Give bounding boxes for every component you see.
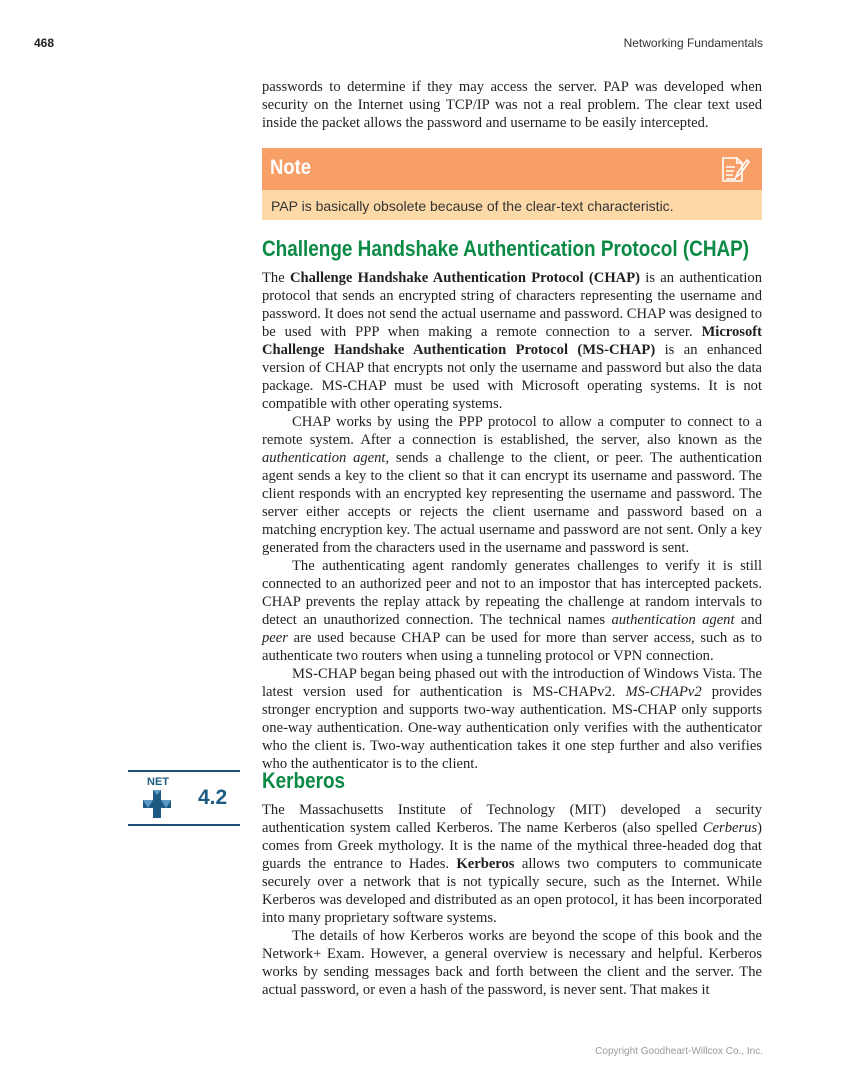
copyright: Copyright Goodheart-Willcox Co., Inc. xyxy=(595,1046,763,1057)
italic-term: Cerberus xyxy=(702,820,758,836)
paragraph xyxy=(262,557,762,665)
text-run: The details of how Kerberos works are beyond the scope of this book and the Network+ Exam. However, a general overview is necessary and helpful. Kerberos works by sending messages back and forth between the client and the server. The actual password, or even a hash of the password, is never sent. That makes it xyxy=(262,928,762,998)
kerberos-section xyxy=(262,768,762,999)
net-objective-badge xyxy=(128,770,240,826)
italic-term: authentication agent xyxy=(611,612,735,628)
text-run: passwords to determine if they may access the server. PAP was developed when security on the Internet using TCP/IP was not a real problem. The clear text used inside the packet allows the password and username to be easily intercepted. xyxy=(262,79,762,131)
paragraph xyxy=(262,801,762,927)
paragraph xyxy=(262,269,762,413)
section-heading-kerberos: Kerberos xyxy=(262,768,346,793)
note-header xyxy=(262,148,762,190)
intro-text xyxy=(262,78,762,132)
paragraph xyxy=(262,665,762,773)
chap-section xyxy=(262,236,762,773)
text-run: The authenticating agent randomly generates challenges to verify it is still connected to an authorized peer and not to an impostor that has intercepted packets. CHAP prevents the replay attack by repeating the challenge at random intervals to detect an unauthorized connection. The technical names xyxy=(262,558,762,628)
italic-term: peer xyxy=(262,630,288,646)
paragraph xyxy=(262,78,762,132)
net-plus-icon xyxy=(143,790,171,818)
italic-term: MS-CHAPv2 xyxy=(625,684,702,700)
bold-term: Challenge Handshake Authentication Protocol (CHAP) xyxy=(289,270,640,286)
text-run: allows two computers to communicate securely over a network that is not typically secure, such as the Internet. While Kerberos was developed and distributed as an open protocol, it has been incorporated into many proprietary software systems. xyxy=(262,856,762,926)
text-run: ) comes from Greek mythology. It is the name of the mythical three-headed dog that guards the entrance to Hades. xyxy=(262,820,762,872)
bold-term: Microsoft Challenge Handshake Authentication Protocol (MS-CHAP) xyxy=(262,324,762,358)
note-pencil-icon xyxy=(720,154,750,184)
text-run: CHAP works by using the PPP protocol to allow a computer to connect to a remote system. After a connection is established, the server, also known as the xyxy=(262,414,762,448)
text-run: MS-CHAP began being phased out with the introduction of Windows Vista. The latest version used for authentication is MS-CHAPv2. xyxy=(262,666,762,700)
paragraph xyxy=(262,413,762,557)
note-box xyxy=(262,148,762,220)
text-run: and xyxy=(734,612,762,628)
net-objective-number: 4.2 xyxy=(198,786,228,809)
text-run: The xyxy=(262,270,290,286)
chap-body xyxy=(262,269,762,773)
section-heading-chap: Challenge Handshake Authentication Protocol (CHAP) xyxy=(262,236,750,261)
italic-term: authentication agent xyxy=(262,450,386,466)
text-run: The Massachusetts Institute of Technology (MIT) developed a security authentication system called Kerberos. The name Kerberos (also spelled xyxy=(262,802,762,836)
net-label: NET xyxy=(147,776,169,788)
text-run: provides stronger encryption and supports two-way authentication. MS-CHAP only supports one-way authentication. One-way authentication only verifies with the authenticator who the client is. Two-way authentication takes it one step further and also verifies who the authenticator is to the client. xyxy=(262,684,762,772)
text-run: is an enhanced version of CHAP that encrypts not only the username and password but also the data package. MS-CHAP must be used with Microsoft operating systems. It is not compatible with other operating systems. xyxy=(262,342,762,412)
page-number: 468 xyxy=(34,36,55,50)
running-title: Networking Fundamentals xyxy=(623,36,763,50)
text-run: are used because CHAP can be used for more than server access, such as to authenticate two routers when using a tunneling protocol or VPN connection. xyxy=(262,630,762,664)
kerberos-body xyxy=(262,801,762,999)
text-run: is an authentication protocol that sends an encrypted string of characters representing the username and password. It does not send the actual username and password. CHAP was designed to be used with PPP when making a remote connection to a server. xyxy=(262,270,763,340)
bold-term: Kerberos xyxy=(456,856,515,872)
note-text: PAP is basically obsolete because of the clear-text characteristic. xyxy=(262,190,762,220)
note-title: Note xyxy=(270,156,312,179)
text-run: , sends a challenge to the client, or peer. The authentication agent sends a key to the client so that it can encrypt its username and password. The client responds with an encrypted key representing the username and password. The server either accepts or rejects the client username and password based on a matching encryption key. The actual username and password are not sent. Only a key generated from the characters used in the username and password is sent. xyxy=(262,450,762,556)
paragraph xyxy=(262,927,762,999)
